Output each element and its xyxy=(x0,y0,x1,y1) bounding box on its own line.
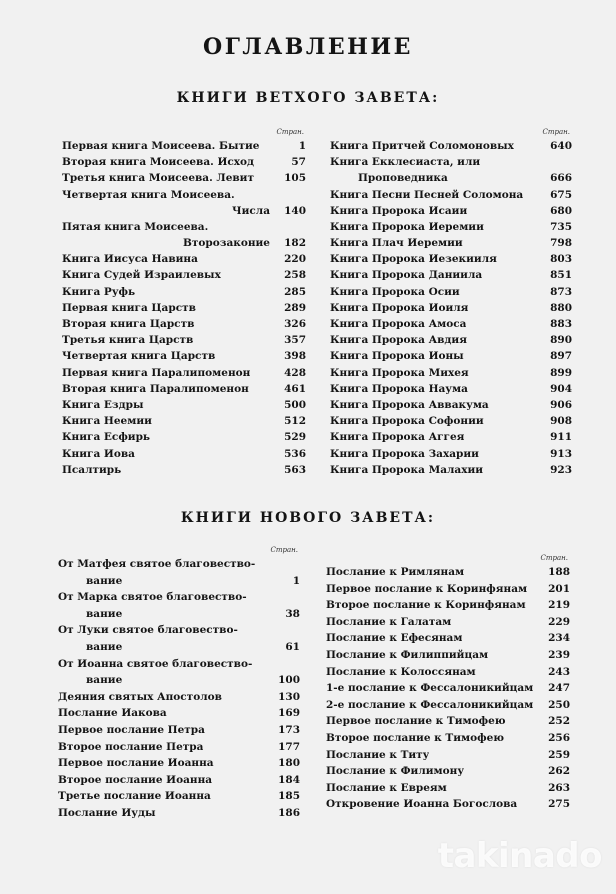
toc-entry-page: 173 xyxy=(278,723,300,736)
toc-entry-page: 913 xyxy=(550,447,572,460)
toc-entry-page: 851 xyxy=(550,269,572,282)
toc-entry-title: Первое послание к Коринфянам xyxy=(326,582,528,595)
toc-entry xyxy=(58,606,300,623)
toc-entry-page: 250 xyxy=(548,698,570,711)
toc-entry xyxy=(58,656,300,673)
toc-entry xyxy=(58,556,300,573)
toc-entry xyxy=(330,381,572,397)
toc-entry-title: Книга Пророка Исаии xyxy=(330,204,468,217)
toc-entry-title: вание xyxy=(86,640,123,653)
toc-entry xyxy=(330,154,572,170)
toc-entry-page: 130 xyxy=(278,690,300,703)
toc-entry-page: 182 xyxy=(284,237,306,250)
toc-entry-page: 461 xyxy=(284,382,306,395)
old-testament-right-column xyxy=(330,126,572,478)
toc-entry-title: Четвертая книга Царств xyxy=(62,350,216,363)
toc-entry xyxy=(326,747,570,764)
toc-entry-title: Книга Есфирь xyxy=(62,431,151,444)
toc-entry xyxy=(58,639,300,656)
toc-entry-title: Откровение Иоанна Богослова xyxy=(326,798,518,811)
toc-entry-page: 275 xyxy=(548,798,570,811)
toc-entry-page: 256 xyxy=(548,731,570,744)
toc-entry-title: Пятая книга Моисеева. xyxy=(62,220,209,233)
toc-entry-title: Второе послание к Коринфянам xyxy=(326,599,526,612)
toc-entry-title: Псалтирь xyxy=(62,463,122,476)
toc-entry-title: Послание к Филимону xyxy=(326,765,465,778)
toc-entry-title: Книга Пророка Ионы xyxy=(330,350,464,363)
page-title: ОГЛАВЛЕНИЕ xyxy=(203,34,413,60)
toc-entry xyxy=(330,219,572,235)
toc-entry xyxy=(58,805,300,822)
toc-entry-page: 61 xyxy=(285,640,300,653)
page-column-header: Стран. xyxy=(540,554,568,562)
old-testament-left-list xyxy=(62,138,306,478)
toc-entry xyxy=(330,235,572,251)
toc-entry-page: 897 xyxy=(550,350,572,363)
toc-entry-page: 259 xyxy=(548,748,570,761)
toc-entry xyxy=(58,722,300,739)
toc-entry xyxy=(58,573,300,590)
toc-entry xyxy=(330,316,572,332)
toc-entry xyxy=(330,462,572,478)
toc-entry-page: 911 xyxy=(550,431,572,444)
toc-entry-title: От Матфея святое благовество- xyxy=(58,558,256,570)
toc-entry-page: 512 xyxy=(284,415,306,428)
toc-entry-page: 529 xyxy=(284,431,306,444)
toc-entry-title: Послание к Евреям xyxy=(326,781,447,794)
toc-entry-page: 398 xyxy=(284,350,306,363)
toc-entry-page: 180 xyxy=(278,757,300,770)
toc-entry xyxy=(62,203,306,219)
toc-entry xyxy=(326,763,570,780)
toc-entry xyxy=(330,429,572,445)
toc-entry-page: 252 xyxy=(548,715,570,728)
toc-entry-page: 239 xyxy=(548,648,570,661)
toc-entry xyxy=(58,689,300,706)
toc-entry-title: Числа xyxy=(232,204,270,217)
toc-entry-title: Книга Неемии xyxy=(62,415,152,428)
toc-entry xyxy=(62,138,306,154)
toc-entry-title: Второе послание к Тимофею xyxy=(326,731,505,744)
toc-entry-title: Второе послание Иоанна xyxy=(58,773,213,786)
toc-entry-page: 500 xyxy=(284,398,306,411)
toc-entry-title: 2-е послание к Фессалоникийцам xyxy=(326,698,534,711)
toc-entry-page: 640 xyxy=(550,139,572,152)
watermark-logo: takinado xyxy=(437,836,602,876)
toc-entry xyxy=(330,284,572,300)
toc-entry xyxy=(326,664,570,681)
toc-entry-title: Книга Пророка Аввакума xyxy=(330,398,489,411)
toc-entry-title: Книга Плач Иеремии xyxy=(330,237,463,250)
toc-entry xyxy=(62,397,306,413)
toc-entry-page: 906 xyxy=(550,398,572,411)
toc-entry xyxy=(326,597,570,614)
toc-entry xyxy=(330,251,572,267)
toc-entry-page: 563 xyxy=(284,463,306,476)
toc-entry-page: 326 xyxy=(284,318,306,331)
toc-entry-page: 883 xyxy=(550,318,572,331)
toc-entry-page: 177 xyxy=(278,740,300,753)
toc-entry xyxy=(62,446,306,462)
toc-entry xyxy=(330,413,572,429)
toc-entry-title: Книга Екклесиаста, или xyxy=(330,156,481,169)
toc-entry-page: 188 xyxy=(548,566,570,578)
toc-entry xyxy=(330,268,572,284)
toc-entry-title: Книга Пророка Авдия xyxy=(330,334,467,347)
toc-entry-page: 1 xyxy=(298,139,306,152)
toc-entry xyxy=(58,589,300,606)
toc-entry-page: 798 xyxy=(550,237,572,250)
toc-entry-title: Книга Пророка Даниила xyxy=(330,269,483,282)
new-testament-heading: КНИГИ НОВОГО ЗАВЕТА: xyxy=(180,510,436,526)
toc-entry xyxy=(326,647,570,664)
toc-entry xyxy=(326,713,570,730)
toc-entry-title: Вторая книга Паралипоменон xyxy=(62,382,249,395)
old-testament-heading: КНИГИ ВЕТХОГО ЗАВЕТА: xyxy=(176,90,440,106)
toc-entry xyxy=(62,413,306,429)
toc-entry-page: 904 xyxy=(550,382,572,395)
toc-entry-title: Третья книга Моисеева. Левит xyxy=(62,172,254,185)
toc-entry-title: Второзаконие xyxy=(183,237,270,250)
toc-entry-title: Книга Притчей Соломоновых xyxy=(330,139,514,152)
toc-entry-page: 186 xyxy=(278,806,300,819)
toc-entry-page: 908 xyxy=(550,415,572,428)
toc-entry-page: 219 xyxy=(548,599,570,612)
toc-entry-title: От Иоанна святое благовество- xyxy=(58,657,253,670)
toc-entry-title: Книга Иова xyxy=(62,447,135,460)
toc-entry-title: Книга Пророка Наума xyxy=(330,382,468,395)
toc-entry-page: 234 xyxy=(548,632,570,645)
toc-entry xyxy=(326,680,570,697)
toc-entry xyxy=(62,348,306,364)
toc-entry-title: Книга Песни Песней Соломона xyxy=(330,188,524,201)
toc-entry-page: 220 xyxy=(284,253,306,266)
toc-entry-page: 675 xyxy=(550,188,572,201)
toc-entry-title: Книга Пророка Михея xyxy=(330,366,469,379)
new-testament-right-column xyxy=(326,552,570,813)
toc-entry-title: Книга Пророка Аггея xyxy=(330,431,465,444)
page-column-header: Стран. xyxy=(276,128,304,136)
toc-entry-title: Послание к Филиппийцам xyxy=(326,648,489,661)
toc-entry-page: 185 xyxy=(278,790,300,803)
toc-entry xyxy=(326,780,570,797)
toc-entry-title: Второе послание Петра xyxy=(58,740,204,753)
toc-entry-title: Проповедника xyxy=(358,172,448,185)
toc-entry-title: Четвертая книга Моисеева. xyxy=(62,188,235,201)
toc-entry xyxy=(62,170,306,186)
toc-entry-page: 289 xyxy=(284,301,306,314)
toc-entry-title: Книга Ездры xyxy=(62,398,144,411)
toc-entry-page: 57 xyxy=(291,156,306,169)
toc-entry-title: Послание Иакова xyxy=(58,707,167,720)
toc-entry-page: 680 xyxy=(550,204,572,217)
toc-entry-page: 803 xyxy=(550,253,572,266)
toc-entry-page: 258 xyxy=(284,269,306,282)
toc-entry xyxy=(58,705,300,722)
toc-entry-title: Деяния святых Апостолов xyxy=(58,690,222,703)
toc-entry-title: Вторая книга Царств xyxy=(62,318,195,331)
toc-entry-title: Первое послание Петра xyxy=(58,723,205,736)
toc-entry-page: 899 xyxy=(550,366,572,379)
toc-entry-title: Книга Пророка Захарии xyxy=(330,447,479,460)
toc-entry xyxy=(326,697,570,714)
toc-entry-page: 890 xyxy=(550,334,572,347)
toc-entry-page: 100 xyxy=(278,674,300,687)
toc-entry-title: Книга Руфь xyxy=(62,285,136,298)
toc-entry-title: Первая книга Паралипоменон xyxy=(62,366,251,379)
toc-entry xyxy=(330,397,572,413)
toc-entry xyxy=(330,170,572,186)
toc-entry xyxy=(58,672,300,689)
new-testament-right-list xyxy=(326,564,570,813)
toc-entry-page: 735 xyxy=(550,220,572,233)
toc-entry xyxy=(62,332,306,348)
toc-entry xyxy=(326,614,570,631)
toc-entry xyxy=(62,251,306,267)
toc-entry xyxy=(326,564,570,581)
toc-entry-page: 428 xyxy=(284,366,306,379)
toc-entry xyxy=(330,187,572,203)
toc-entry xyxy=(58,788,300,805)
toc-entry xyxy=(62,235,306,251)
toc-entry-page: 536 xyxy=(284,447,306,460)
toc-entry-title: Книга Иисуса Навина xyxy=(62,253,198,266)
page-column-header: Стран. xyxy=(270,546,298,554)
toc-entry xyxy=(62,219,306,235)
toc-entry xyxy=(62,187,306,203)
toc-entry xyxy=(62,316,306,332)
toc-entry-title: Первая книга Моисеева. Бытие xyxy=(62,139,260,152)
toc-entry-page: 201 xyxy=(548,582,570,595)
toc-entry-page: 873 xyxy=(550,285,572,298)
toc-entry-page: 1 xyxy=(292,574,300,587)
old-testament-right-list xyxy=(330,138,572,478)
toc-entry-title: Книга Пророка Софонии xyxy=(330,415,484,428)
toc-entry-page: 923 xyxy=(550,463,572,476)
toc-entry-page: 184 xyxy=(278,773,300,786)
toc-entry xyxy=(62,429,306,445)
new-testament-left-column xyxy=(58,544,300,822)
toc-entry-page: 105 xyxy=(284,172,306,185)
toc-entry-title: Послание к Титу xyxy=(326,748,430,761)
page-column-header: Стран. xyxy=(542,128,570,136)
toc-entry-page: 243 xyxy=(548,665,570,678)
toc-entry-page: 666 xyxy=(550,172,572,185)
toc-entry-page: 38 xyxy=(285,607,300,620)
toc-entry-title: Послание к Ефесянам xyxy=(326,632,463,645)
toc-entry xyxy=(326,630,570,647)
toc-entry-page: 357 xyxy=(284,334,306,347)
toc-entry-title: Книга Пророка Иоиля xyxy=(330,301,469,314)
toc-entry xyxy=(62,154,306,170)
toc-entry-title: Книга Пророка Осии xyxy=(330,285,460,298)
toc-entry-title: Книга Пророка Амоса xyxy=(330,318,467,331)
toc-entry-page: 263 xyxy=(548,781,570,794)
toc-entry xyxy=(326,730,570,747)
toc-entry-title: Первое послание к Тимофею xyxy=(326,715,506,728)
toc-entry xyxy=(330,203,572,219)
toc-entry-page: 140 xyxy=(284,204,306,217)
toc-entry xyxy=(330,365,572,381)
toc-entry-title: вание xyxy=(86,607,123,620)
toc-entry xyxy=(62,284,306,300)
toc-entry xyxy=(330,138,572,154)
toc-entry-title: Книга Пророка Малахии xyxy=(330,463,484,476)
toc-entry-page: 880 xyxy=(550,301,572,314)
toc-entry-title: Вторая книга Моисеева. Исход xyxy=(62,156,255,169)
toc-entry-title: вание xyxy=(86,574,123,587)
toc-entry-title: Первое послание Иоанна xyxy=(58,757,214,770)
toc-entry xyxy=(58,772,300,789)
toc-entry-title: Послание Иуды xyxy=(58,806,156,819)
toc-entry xyxy=(330,300,572,316)
toc-entry xyxy=(330,332,572,348)
toc-entry-title: Книга Пророка Иеремии xyxy=(330,220,484,233)
toc-entry xyxy=(330,446,572,462)
toc-entry xyxy=(62,365,306,381)
toc-entry xyxy=(62,381,306,397)
toc-entry-title: Третье послание Иоанна xyxy=(58,790,211,803)
toc-entry-page: 229 xyxy=(548,615,570,628)
toc-entry-page: 285 xyxy=(284,285,306,298)
toc-entry-title: От Луки святое благовество- xyxy=(58,624,238,637)
toc-entry-page: 262 xyxy=(548,765,570,778)
toc-entry xyxy=(62,462,306,478)
toc-entry-title: Послание к Галатам xyxy=(326,615,452,628)
toc-entry-title: Книга Пророка Иезекииля xyxy=(330,253,497,266)
toc-entry-title: Третья книга Царств xyxy=(62,334,194,347)
toc-entry-page: 169 xyxy=(278,707,300,720)
toc-entry xyxy=(58,755,300,772)
toc-entry-page: 247 xyxy=(548,682,570,695)
toc-entry-title: От Марка святое благовество- xyxy=(58,591,247,604)
toc-entry-title: Послание к Колоссянам xyxy=(326,665,476,678)
toc-entry xyxy=(62,268,306,284)
toc-entry-title: Первая книга Царств xyxy=(62,301,196,314)
old-testament-left-column xyxy=(62,126,306,478)
toc-entry xyxy=(58,739,300,756)
toc-entry-title: 1-е послание к Фессалоникийцам xyxy=(326,682,534,695)
toc-entry xyxy=(62,300,306,316)
toc-entry xyxy=(330,348,572,364)
toc-entry xyxy=(326,796,570,813)
new-testament-left-list xyxy=(58,556,300,822)
toc-entry xyxy=(58,622,300,639)
toc-entry-title: Послание к Римлянам xyxy=(326,566,465,578)
toc-entry-title: вание xyxy=(86,674,123,687)
toc-entry-title: Книга Судей Израилевых xyxy=(62,269,221,282)
toc-entry xyxy=(326,581,570,598)
